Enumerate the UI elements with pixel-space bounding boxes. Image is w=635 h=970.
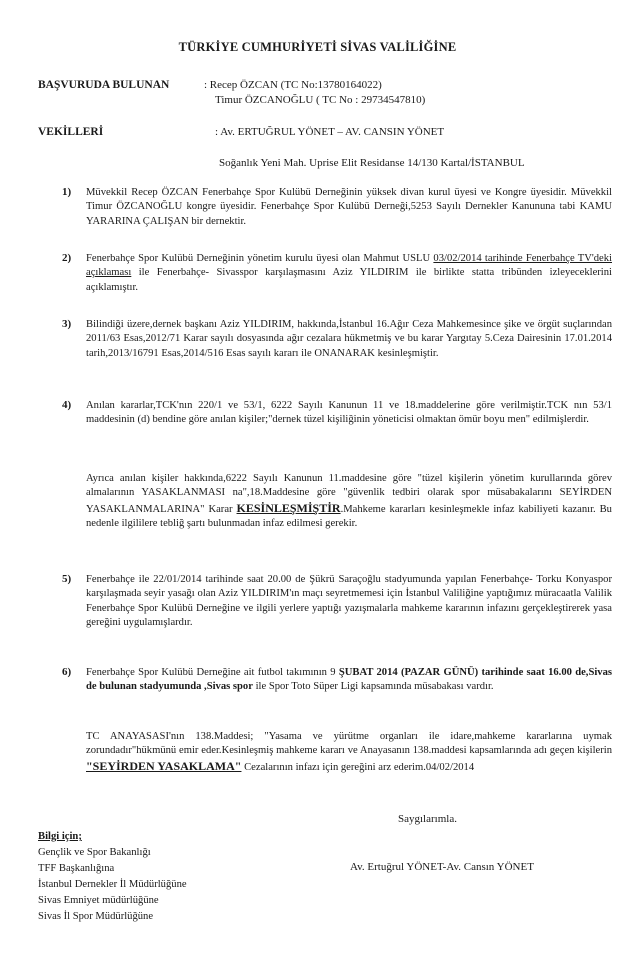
cc-item: Sivas Emniyet müdürlüğüne — [38, 895, 159, 906]
cc-label: Bilgi için; — [38, 831, 82, 842]
cc-item: TFF Başkanlığına — [38, 863, 115, 874]
paragraph-5 — [86, 573, 612, 631]
attorneys-label: VEKİLLERİ — [38, 126, 104, 138]
attorney-address: Soğanlık Yeni Mah. Uprise Elit Residanse 14/130 Kartal/İSTANBUL — [219, 157, 525, 169]
attorney-names: : Av. ERTUĞRUL YÖNET – AV. CANSIN YÖNET — [215, 126, 445, 138]
paragraph-text: Cezalarının infazı için gereğini arz ederim.04/02/2014 — [241, 761, 475, 773]
paragraph-4b — [86, 472, 612, 532]
paragraph-text: .Mahkeme kararları kesinleşmekle infaz kabiliyeti kazanır. Bu nedenle ilgililere tebliğ şartı bulunmadan infaz edilmesi gerekir. — [86, 503, 612, 530]
underlined-text: 03/02/2014 tarihinde Fenerbahçe TV'deki açıklaması — [86, 253, 612, 279]
paragraph-2 — [86, 252, 612, 295]
paragraph-text: TC ANAYASASI'nın 138.Maddesi; "Yasama ve yürütme organları ile idare,mahkeme kararlarına uymak zorundadır"hükmünü emir eder.Kesinleşmiş mahkeme kararı ve Anayasanın 138.maddesi kapsamlarında adı geçen kişilerin — [86, 731, 612, 757]
paragraph-text: ile Fenerbahçe- Sivasspor karşılaşmasını Aziz YILDIRIM ile birlikte statta tribünden izleyeceklerini açıklamıştır. — [86, 267, 612, 293]
item-number: 4) — [62, 399, 72, 411]
document-title: TÜRKİYE CUMHURİYETİ SİVAS VALİLİĞİNE — [178, 40, 457, 54]
applicant-line-1: : Recep ÖZCAN (TC No:13780164022) — [204, 79, 382, 91]
paragraph-text: Ayrıca anılan kişiler hakkında,6222 Sayılı Kanunun 11.maddesine göre "tüzel kişilerin yönetim kurullarında görev almalarının YASAKLANMASI na",18.Maddesine göre "güvenlik tedbiri olarak spor müsabakalarını SEYİRDEN YASAKLANMALARINA" Karar — [86, 473, 612, 515]
paragraph-text: Fenerbahçe Spor Kulübü Derneğine ait futbol takımının 9 — [86, 667, 339, 678]
signature-text: Av. Ertuğrul YÖNET-Av. Cansın YÖNET — [350, 861, 534, 873]
paragraph-4 — [86, 399, 612, 428]
item-number: 3) — [62, 318, 72, 330]
paragraph-6 — [86, 666, 612, 695]
cc-item: Gençlik ve Spor Bakanlığı — [38, 847, 151, 858]
paragraph-text: Müvekkil Recep ÖZCAN Fenerbahçe Spor Kulübü Derneğinin yüksek divan kurul üyesi ve Kongre üyesidir. Müvekkil Timur ÖZCANOĞLU kongre üyesidir. Fenerbahçe Spor Kulübü Derneği,5253 Sayılı Dernekler Kanununa tabi KAMU YARARINA ÇALIŞAN bir dernektir. — [86, 187, 612, 227]
paragraph-text: Bilindiği üzere,dernek başkanı Aziz YILDIRIM, hakkında,İstanbul 16.Ağır Ceza Mahkemesince şike ve örgüt suçlarından 2011/63 Esas,2012/71 Karar sayılı dosyasında ağır cezalara hükmetmiş ve bu karar Yargıtay 5.Ceza Dairesinin 17.01.2014 tarih,2013/16791 Esas,2014/516 Esas sayılı kararı ile ONANARAK kesinleşmiştir. — [86, 319, 612, 359]
cc-item: İstanbul Dernekler İl Müdürlüğüne — [38, 879, 187, 890]
emphasized-text: "SEYİRDEN YASAKLAMA" — [86, 758, 242, 773]
paragraph-3 — [86, 318, 612, 361]
item-number: 1) — [62, 186, 72, 198]
paragraph-text: ile Spor Toto Süper Ligi kapsamında müsabakası vardır. — [252, 681, 494, 693]
paragraph-1 — [86, 186, 612, 229]
bold-text: ŞUBAT 2014 (PAZAR GÜNÜ) tarihinde saat 16.00 de,Sivas de bulunan stadyumunda ,Sivas spor — [86, 667, 613, 693]
applicants-label: BAŞVURUDA BULUNAN — [38, 79, 170, 91]
applicant-line-2: Timur ÖZCANOĞLU ( TC No : 29734547810) — [215, 94, 426, 106]
paragraph-text: Fenerbahçe Spor Kulübü Derneğinin yönetim kurulu üyesi olan Mahmut USLU — [86, 253, 434, 264]
paragraph-text: Fenerbahçe ile 22/01/2014 tarihinde saat 20.00 de Şükrü Saraçoğlu stadyumunda yapılan Fenerbahçe- Torku Konyaspor karşılaşmada seyir yasağı olan Aziz YILDIRIM'ın maçı seyretmemesi için İstanbul Valiliğine yaptığımız müracaatla Valilik Fenerbahçe Spor Kulübü Derneğine ve ilgili yerlere yaptığı yazışmalarla mahkeme kararının infazını gerçekleştirerek yasa gereğini uygulamışlardır. — [86, 574, 612, 629]
paragraph-7 — [86, 730, 612, 775]
paragraph-text: Anılan kararlar,TCK'nın 220/1 ve 53/1, 6222 Sayılı Kanunun 11 ve 18.maddelerine göre verilmiştir.TCK nın 53/1 maddesinin (d) bendine göre anılan kişiler;"dernek tüzel kişiliğinin yöneticisi olmaktan ömür boyu men" edilmişlerdir. — [86, 400, 612, 426]
emphasized-text: KESİNLEŞMİŞTİR — [236, 500, 341, 515]
item-number: 6) — [62, 666, 72, 678]
cc-item: Sivas İl Spor Müdürlüğüne — [38, 911, 154, 922]
regards-text: Saygılarımla. — [398, 813, 457, 825]
item-number: 5) — [62, 573, 72, 585]
item-number: 2) — [62, 252, 72, 264]
